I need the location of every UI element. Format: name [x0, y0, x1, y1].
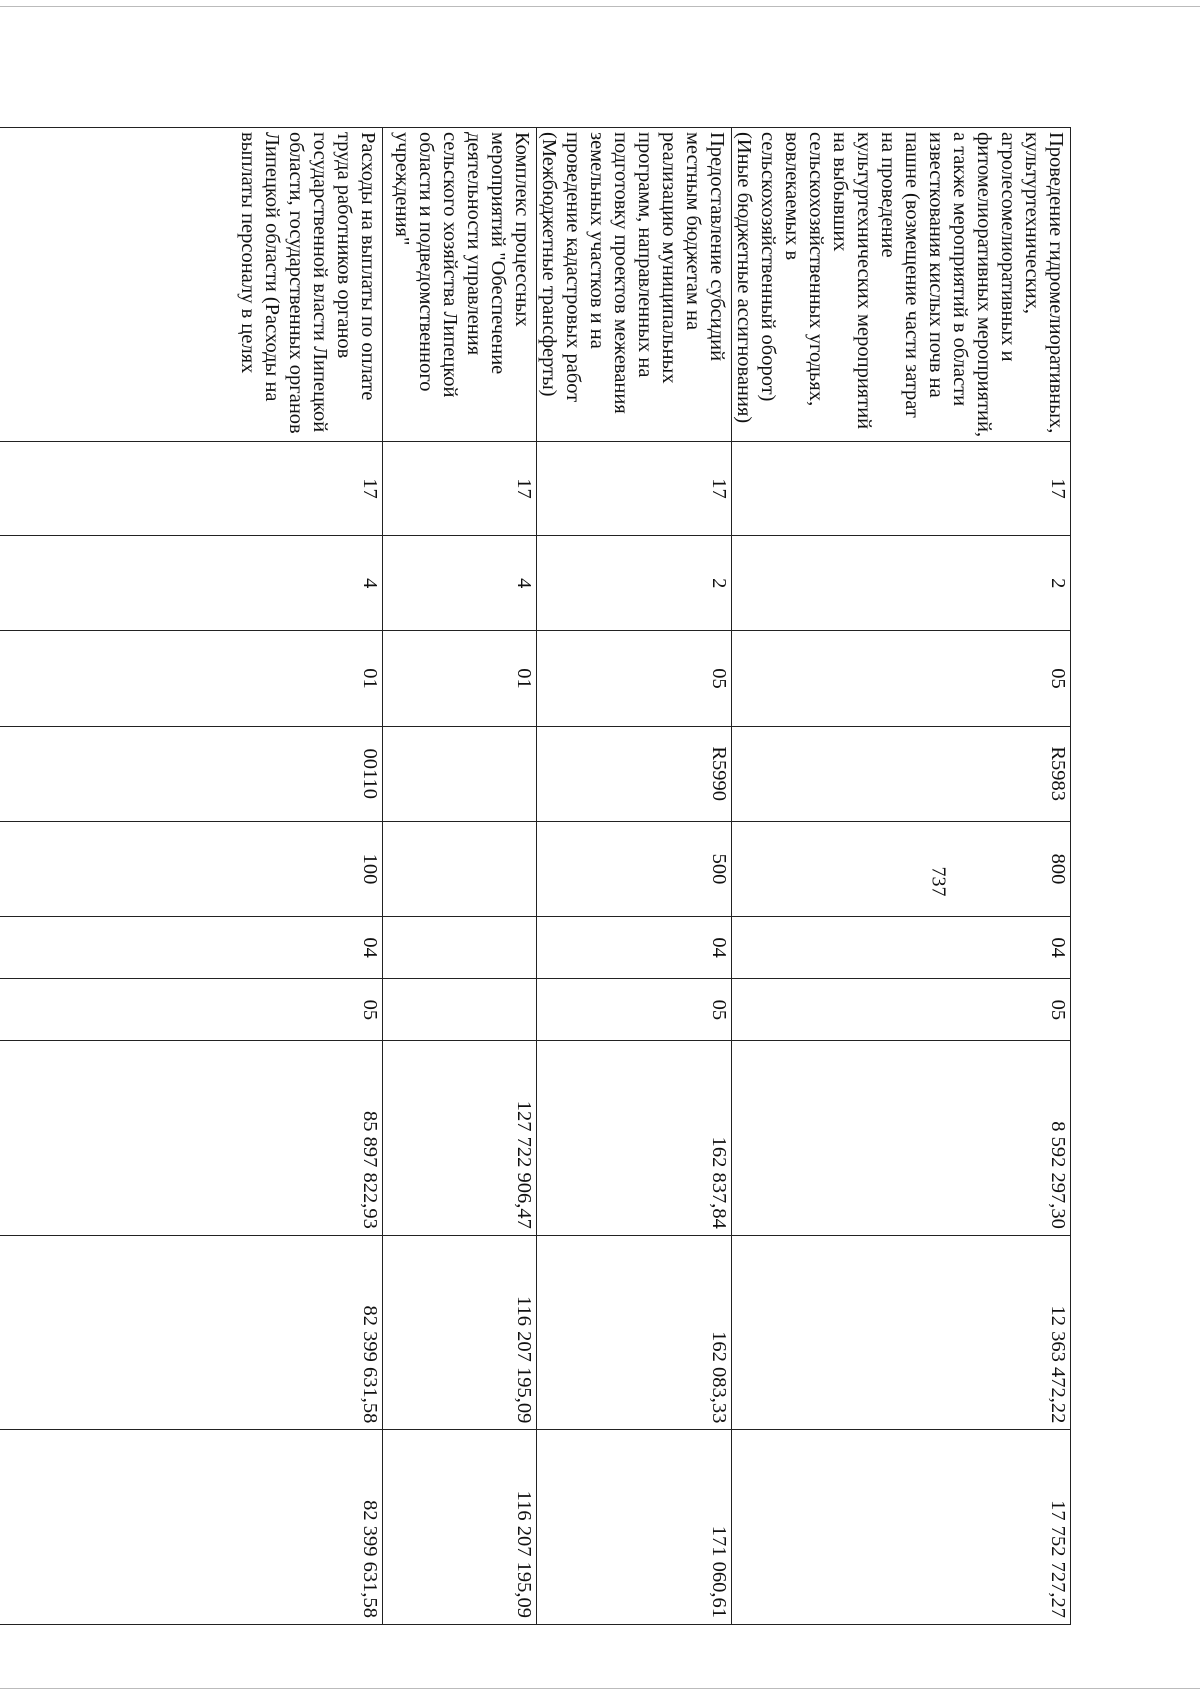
subsection-code: 05: [732, 979, 1071, 1041]
row-description: Комплекс процессных мероприятий "Обеспечение деятельности управления сельского хозяйства Липецкой области и подведомственного учреждения": [383, 128, 537, 442]
amount-year-3: 116 207 195,09: [383, 1430, 537, 1625]
row-description: Проведение гидромелиоративных, культуртехнических, агролесомелиоративных и фитомелиоративных мероприятий, а также мероприятий в области известкования кислых почв на пашне (возмещение части затрат на проведение культуртехнических мероприятий на выбывших сельскохозяйственных угодьях, вовлекаемых в сельскохозяйственный оборот) (Иные бюджетные ассигнования): [732, 128, 1071, 442]
section-code: [383, 917, 537, 979]
amount-year-2: 116 207 195,09: [383, 1235, 537, 1430]
subprogram-code: 4: [0, 536, 383, 631]
subsection-code: [383, 979, 537, 1041]
expense-type-code: [383, 821, 537, 916]
direction-code: R5983: [732, 726, 1071, 821]
section-code: 04: [537, 917, 732, 979]
expense-type-code: 800: [732, 821, 1071, 916]
program-code: 17: [537, 441, 732, 535]
expense-type-code: 100: [0, 821, 383, 916]
measure-code: 01: [383, 631, 537, 726]
subsection-code: 05: [0, 979, 383, 1041]
scan-edge-line: [0, 6, 1200, 7]
program-code: 17: [732, 441, 1071, 535]
amount-year-1: 127 722 906,47: [383, 1041, 537, 1236]
measure-code: 01: [0, 631, 383, 726]
direction-code: 00110: [0, 726, 383, 821]
amount-year-1: 85 897 822,93: [0, 1041, 383, 1236]
subprogram-code: 2: [732, 536, 1071, 631]
measure-code: 05: [537, 631, 732, 726]
amount-year-3: 82 399 631,58: [0, 1430, 383, 1625]
amount-year-1: 162 837,84: [537, 1041, 732, 1236]
program-code: 17: [383, 441, 537, 535]
amount-year-2: 82 399 631,58: [0, 1235, 383, 1430]
direction-code: [383, 726, 537, 821]
amount-year-2: 162 083,33: [537, 1235, 732, 1430]
table-row: [537, 128, 732, 1625]
row-description: Расходы на выплаты по оплате труда работников органов государственной власти Липецкой области, государственных органов Липецкой области (Расходы на выплаты персоналу в целях: [0, 128, 383, 442]
direction-code: R5990: [537, 726, 732, 821]
amount-year-3: 17 752 727,27: [732, 1430, 1071, 1625]
scan-edge-line: [0, 1688, 1200, 1689]
subprogram-code: 2: [537, 536, 732, 631]
subprogram-code: 4: [383, 536, 537, 631]
rotated-table-container: [129, 127, 1071, 1625]
measure-code: 05: [732, 631, 1071, 726]
amount-year-2: 12 363 472,22: [732, 1235, 1071, 1430]
section-code: 04: [732, 917, 1071, 979]
amount-year-3: 171 060,61: [537, 1430, 732, 1625]
expense-type-code: 500: [537, 821, 732, 916]
table-row: [383, 128, 537, 1625]
section-code: 04: [0, 917, 383, 979]
page-number: 737: [927, 866, 950, 897]
table-row: [0, 128, 383, 1625]
table-row: [732, 128, 1071, 1625]
amount-year-1: 8 592 297,30: [732, 1041, 1071, 1236]
subsection-code: 05: [537, 979, 732, 1041]
row-description: Предоставление субсидий местным бюджетам на реализацию муниципальных программ, направленных на подготовку проектов межевания земельных участков и на проведение кадастровых работ (Межбюджетные трансферты): [537, 128, 732, 442]
budget-table: [0, 127, 1071, 1625]
program-code: 17: [0, 441, 383, 535]
